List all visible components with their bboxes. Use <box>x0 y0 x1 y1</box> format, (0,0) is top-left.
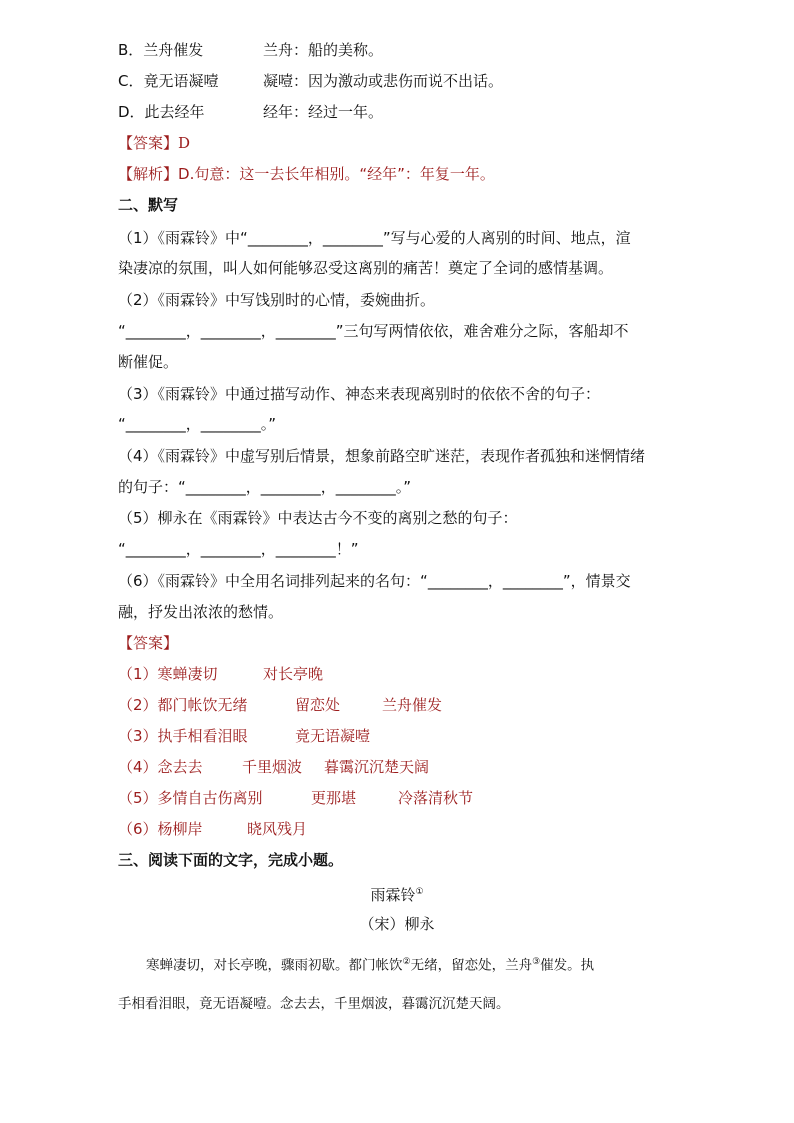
answer-cell: （3）执手相看泪眼 <box>118 727 248 745</box>
option-d <box>118 101 383 123</box>
answer-cell: （2）都门帐饮无绪 <box>118 696 248 714</box>
answer-2-label: 【答案】 <box>118 634 179 652</box>
footnote-mark: ① <box>415 887 424 897</box>
poem-line-1 <box>146 951 706 977</box>
option-term: B．兰舟催发 <box>118 41 204 59</box>
answer-cell: （1）寒蝉凄切 <box>118 665 218 683</box>
answer-cell: 兰舟催发 <box>382 696 443 714</box>
question-2-line-3: 断催促。 <box>118 353 179 371</box>
answer-row-4 <box>118 756 429 778</box>
poem-line-2: 手相看泪眼，竟无语凝噎。念去去，千里烟波，暮霭沉沉楚天阔。 <box>118 996 510 1012</box>
answer-cell: （5）多情自古伤离别 <box>118 789 263 807</box>
question-3-line-1: （3）《雨霖铃》中通过描写动作、神态来表现离别时的依依不舍的句子： <box>118 385 601 403</box>
footnote-mark: ② <box>402 957 411 967</box>
section-2-title: 二、默写 <box>118 196 179 214</box>
answer-cell: 留恋处 <box>295 696 341 714</box>
answer-row-6 <box>118 818 307 840</box>
answer-cell: 千里烟波 <box>242 758 303 776</box>
answer-cell: 暮霭沉沉楚天阔 <box>324 758 430 776</box>
answer-cell: 更那堪 <box>311 789 357 807</box>
answer-cell: 晓风残月 <box>247 820 308 838</box>
question-6-line-1: （6）《雨霖铃》中全用名词排列起来的名句：“________，________”，情景交 <box>118 572 631 590</box>
question-4-line-2: 的句子：“________，________，________。” <box>118 478 412 496</box>
answer-cell: 冷落清秋节 <box>398 789 474 807</box>
answer-cell: （6）杨柳岸 <box>118 820 203 838</box>
poem-title <box>0 881 794 906</box>
option-c <box>118 70 503 92</box>
answer-cell: 竟无语凝噎 <box>295 727 371 745</box>
poem-text: 无绪，留恋处，兰舟 <box>410 957 533 974</box>
section-3-title: 三、阅读下面的文字，完成小题。 <box>118 851 344 869</box>
poem-title-text: 雨霖铃 <box>370 886 416 904</box>
answer-cell: （4）念去去 <box>118 758 203 776</box>
question-5-line-2: “________，________，________！” <box>118 540 359 558</box>
answer-row-5 <box>118 787 473 809</box>
option-term: D．此去经年 <box>118 103 205 121</box>
question-4-line-1: （4）《雨霖铃》中虚写别后情景，想象前路空旷迷茫，表现作者孤独和迷惘情绪 <box>118 447 646 465</box>
question-6-line-2: 融，抒发出浓浓的愁情。 <box>118 603 284 621</box>
answer-row-3 <box>118 725 370 747</box>
analysis-text: D.句意：这一去长年相别。“经年”：年复一年。 <box>178 165 495 183</box>
answer-value: D <box>178 134 191 152</box>
analysis-1 <box>118 163 495 185</box>
answer-label: 【答案】 <box>118 134 179 152</box>
analysis-label: 【解析】 <box>118 165 179 183</box>
option-term: C．竟无语凝噎 <box>118 72 219 90</box>
answer-1 <box>118 132 190 154</box>
question-2-line-2: “________，________，________”三句写两情依依，难舍难分之际，客船却不 <box>118 322 629 340</box>
poem-text: 寒蝉凄切，对长亭晚，骤雨初歇。都门帐饮 <box>146 957 403 974</box>
option-gloss: 凝噎：因为激动或悲伤而说不出话。 <box>263 72 504 90</box>
option-gloss: 经年：经过一年。 <box>263 103 384 121</box>
question-1-line-2: 染凄凉的氛围，叫人如何能够忍受这离别的痛苦！奠定了全词的感情基调。 <box>118 259 614 277</box>
footnote-mark: ③ <box>532 957 541 967</box>
option-gloss: 兰舟：船的美称。 <box>263 41 384 59</box>
poem-text: 催发。执 <box>540 957 595 974</box>
question-5-line-1: （5）柳永在《雨霖铃》中表达古今不变的离别之愁的句子： <box>118 509 518 527</box>
answer-row-1 <box>118 663 323 685</box>
question-1-line-1: （1）《雨霖铃》中“________，________”写与心爱的人离别的时间、地点，渲 <box>118 229 631 247</box>
answer-cell: 对长亭晚 <box>263 665 324 683</box>
answer-row-2 <box>118 694 442 716</box>
option-b <box>118 39 383 61</box>
question-2-line-1: （2）《雨霖铃》中写饯别时的心情，委婉曲折。 <box>118 291 436 309</box>
poem-author: （宋）柳永 <box>359 915 435 933</box>
question-3-line-2: “________，________。” <box>118 415 277 433</box>
